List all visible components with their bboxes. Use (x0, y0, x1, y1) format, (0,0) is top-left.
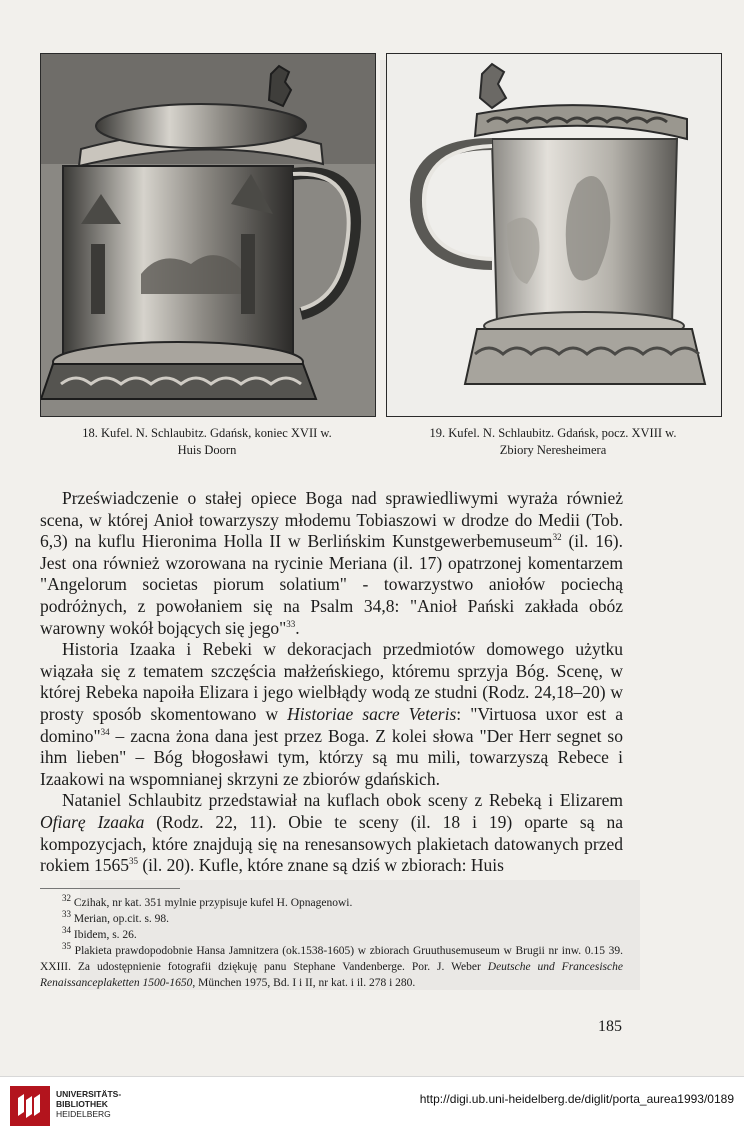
footnote-text: , München 1975, Bd. I i II, nr kat. i il. 278 i 280. (192, 977, 416, 989)
footnote-ref: 32 (552, 532, 562, 543)
footnote (40, 895, 623, 911)
footnote (40, 943, 623, 991)
italic-title: Ofiarę Izaaka (40, 811, 145, 832)
paragraph (40, 790, 623, 876)
italic-title: Historiae sacre Veteris (287, 703, 457, 724)
footnote-italic-title: Deutsche und Francesische Renaissanceplaketten 1500-1650 (40, 961, 623, 989)
library-name-line: UNIVERSITÄTS- (56, 1089, 122, 1099)
figure-18-tankard-photo (40, 53, 376, 417)
library-name-line: HEIDELBERG (56, 1109, 111, 1119)
text-run: Nataniel Schlaubitz przedstawiał na kuflach obok sceny z Rebeką i Elizarem (62, 790, 623, 811)
figure-18-caption (40, 425, 374, 459)
paragraph (40, 639, 623, 790)
footnote-ref: 34 (100, 726, 110, 737)
footnote-ref: 33 (286, 618, 296, 629)
footnote (40, 911, 623, 927)
body-text (40, 488, 623, 877)
library-name-line: BIBLIOTHEK (56, 1099, 108, 1109)
digitization-footer (0, 1076, 744, 1133)
footnote-text: Czihak, nr kat. 351 mylnie przypisuje kufel H. Opnagenowi. (73, 897, 353, 909)
footnote-text: Ibidem, s. 26. (73, 929, 137, 941)
figure-19-caption (386, 425, 720, 459)
caption-line: Huis Doorn (177, 443, 237, 457)
footnote-text: Plakieta prawdopodobnie Hansa Jamnitzera (ok.1538-1605) w zbiorach Gruuthusemuseum w Brugii nr inw. 0.15 39. XXIII. Za udostępnienie fotografii dziękuję panu Stephane Vandenberge. Por. J. Weber (40, 945, 623, 973)
footnotes (40, 895, 623, 991)
university-library-logo-icon (10, 1086, 50, 1126)
text-run: – zacna żona dana jest przez Boga. Z kolei słowa "Der Herr segnet so ihm lieben" – Bóg błogosławi tym, którzy są mu mili, towarzyszą Rebece i Izaakowi na wspomnianej skrzyni ze zbiorów gdańskich. (40, 725, 623, 789)
tankard-illustration-19 (387, 54, 721, 416)
footnote-number: 34 (62, 925, 71, 936)
caption-line: 19. Kufel. N. Schlaubitz. Gdańsk, pocz. XVIII w. (429, 426, 677, 440)
text-run: (il. 16). Jest ona również wzorowana na rycinie Meriana (il. 17) opatrzonej komentarzem "Angelorum societas piorum solatium" - towarzystwo aniołów pociechą podróżnych, z powołaniem się na Psalm 34,8: "Anioł Pański zakłada obóz warowny wokół bojących się jego" (40, 531, 623, 638)
paragraph (40, 488, 623, 639)
page-number: 185 (598, 1018, 622, 1035)
permalink-url[interactable]: http://digi.ub.uni-heidelberg.de/diglit/porta_aurea1993/0189 (419, 1092, 734, 1106)
text-run: (il. 20). Kufle, które znane są dziś w zbiorach: Huis (137, 855, 504, 876)
figure-19-tankard-photo (386, 53, 722, 417)
library-name (56, 1089, 121, 1119)
footnote-number: 32 (62, 893, 71, 904)
tankard-illustration-18 (41, 54, 375, 416)
text-run: Przeświadczenie o stałej opiece Boga nad sprawiedliwymi wyraża również scena, w której Anioł towarzyszy młodemu Tobiaszowi w drodze do Medii (Tob. 6,3) na kuflu Hieronima Holla II w Berlińskim Kunstgewerbemuseum (40, 488, 623, 552)
footnote-divider (40, 888, 180, 889)
text-run: Historia Izaaka i Rebeki w dekoracjach przedmiotów domowego użytku wiązała się z tematem szczęścia małżeńskiego, któremu sprzyja Bóg. Scenę, w której Rebeka napoiła Elizara i jego wielbłądy wodą ze studni (Rodz. 24,18–20) w prosty sposób skomentowano w (40, 639, 623, 724)
text-run: . (295, 617, 300, 638)
caption-line: 18. Kufel. N. Schlaubitz. Gdańsk, koniec XVII w. (82, 426, 332, 440)
footnote-number: 35 (62, 941, 71, 952)
text-run: : "Virtuosa uxor est a domino" (40, 703, 623, 746)
footnote-text: Merian, op.cit. s. 98. (73, 913, 170, 925)
footnote (40, 927, 623, 943)
text-run: (Rodz. 22, 11). Obie te sceny (il. 18 i 19) oparte są na kompozycjach, które znajdują się na renesansowych plakietach datowanych przed rokiem 1565 (40, 811, 623, 876)
caption-line: Zbiory Neresheimera (499, 443, 607, 457)
footnote-ref: 35 (128, 856, 138, 867)
footnote-number: 33 (62, 909, 71, 920)
